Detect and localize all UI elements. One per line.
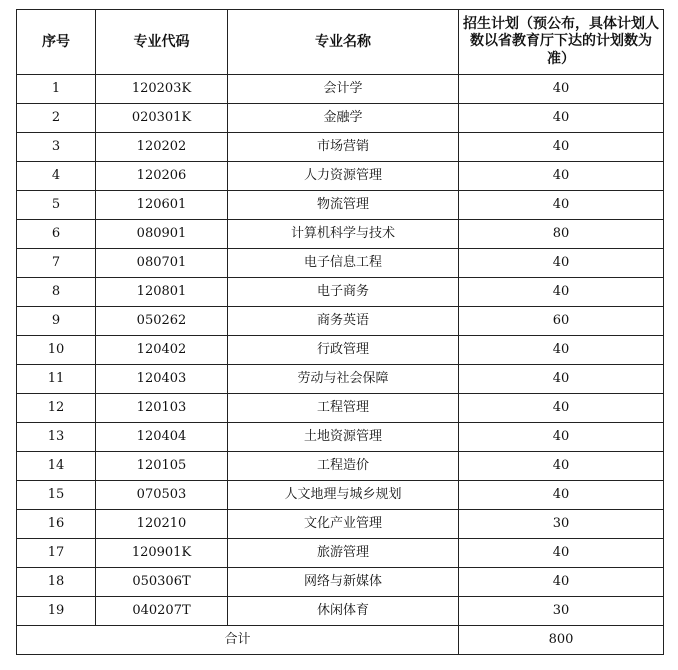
cell-plan: 60	[459, 307, 664, 336]
table-body	[17, 75, 664, 626]
cell-seq: 11	[17, 365, 96, 394]
cell-seq: 2	[17, 104, 96, 133]
table-row	[17, 104, 664, 133]
total-label: 合计	[17, 626, 459, 655]
cell-code: 050306T	[96, 568, 228, 597]
cell-code: 070503	[96, 481, 228, 510]
cell-plan: 40	[459, 539, 664, 568]
cell-name: 网络与新媒体	[228, 568, 459, 597]
cell-seq: 19	[17, 597, 96, 626]
cell-code: 120210	[96, 510, 228, 539]
cell-code: 050262	[96, 307, 228, 336]
table-row	[17, 452, 664, 481]
cell-name: 物流管理	[228, 191, 459, 220]
table-row	[17, 365, 664, 394]
cell-name: 金融学	[228, 104, 459, 133]
cell-plan: 40	[459, 75, 664, 104]
cell-seq: 18	[17, 568, 96, 597]
cell-code: 080701	[96, 249, 228, 278]
cell-name: 工程造价	[228, 452, 459, 481]
cell-name: 市场营销	[228, 133, 459, 162]
table-row	[17, 278, 664, 307]
cell-name: 人文地理与城乡规划	[228, 481, 459, 510]
cell-plan: 40	[459, 365, 664, 394]
cell-name: 劳动与社会保障	[228, 365, 459, 394]
cell-seq: 12	[17, 394, 96, 423]
cell-plan: 40	[459, 162, 664, 191]
header-code: 专业代码	[96, 10, 228, 75]
cell-name: 人力资源管理	[228, 162, 459, 191]
cell-code: 120105	[96, 452, 228, 481]
cell-code: 120202	[96, 133, 228, 162]
cell-plan: 40	[459, 423, 664, 452]
cell-seq: 7	[17, 249, 96, 278]
cell-code: 120404	[96, 423, 228, 452]
table-row	[17, 75, 664, 104]
cell-plan: 80	[459, 220, 664, 249]
header-row	[17, 10, 664, 75]
cell-seq: 8	[17, 278, 96, 307]
table-row	[17, 423, 664, 452]
cell-seq: 4	[17, 162, 96, 191]
cell-name: 电子信息工程	[228, 249, 459, 278]
cell-code: 120203K	[96, 75, 228, 104]
table-row	[17, 220, 664, 249]
header-name: 专业名称	[228, 10, 459, 75]
cell-plan: 40	[459, 481, 664, 510]
cell-name: 文化产业管理	[228, 510, 459, 539]
cell-seq: 3	[17, 133, 96, 162]
cell-code: 040207T	[96, 597, 228, 626]
table-row	[17, 249, 664, 278]
cell-plan: 40	[459, 249, 664, 278]
cell-name: 行政管理	[228, 336, 459, 365]
cell-code: 080901	[96, 220, 228, 249]
cell-name: 工程管理	[228, 394, 459, 423]
cell-name: 会计学	[228, 75, 459, 104]
total-value: 800	[459, 626, 664, 655]
table-row	[17, 336, 664, 365]
cell-code: 120103	[96, 394, 228, 423]
cell-code: 120206	[96, 162, 228, 191]
cell-plan: 40	[459, 191, 664, 220]
table-row	[17, 191, 664, 220]
table-row	[17, 162, 664, 191]
cell-seq: 13	[17, 423, 96, 452]
cell-seq: 15	[17, 481, 96, 510]
enrollment-plan-table	[16, 9, 664, 655]
cell-plan: 40	[459, 452, 664, 481]
cell-seq: 6	[17, 220, 96, 249]
cell-seq: 10	[17, 336, 96, 365]
cell-plan: 30	[459, 597, 664, 626]
cell-plan: 40	[459, 133, 664, 162]
cell-name: 土地资源管理	[228, 423, 459, 452]
cell-plan: 40	[459, 104, 664, 133]
cell-seq: 16	[17, 510, 96, 539]
cell-seq: 5	[17, 191, 96, 220]
cell-plan: 40	[459, 568, 664, 597]
header-plan: 招生计划（预公布，具体计划人数以省教育厅下达的计划数为准）	[459, 10, 664, 75]
cell-plan: 40	[459, 336, 664, 365]
table-row	[17, 597, 664, 626]
table-row	[17, 539, 664, 568]
cell-code: 120801	[96, 278, 228, 307]
cell-name: 休闲体育	[228, 597, 459, 626]
cell-code: 120403	[96, 365, 228, 394]
cell-seq: 1	[17, 75, 96, 104]
table-row	[17, 394, 664, 423]
cell-plan: 40	[459, 394, 664, 423]
cell-plan: 40	[459, 278, 664, 307]
cell-name: 商务英语	[228, 307, 459, 336]
total-row	[17, 626, 664, 655]
cell-name: 电子商务	[228, 278, 459, 307]
cell-name: 计算机科学与技术	[228, 220, 459, 249]
cell-code: 120402	[96, 336, 228, 365]
table-row	[17, 133, 664, 162]
table-footer	[17, 626, 664, 655]
table-row	[17, 307, 664, 336]
header-seq: 序号	[17, 10, 96, 75]
cell-seq: 17	[17, 539, 96, 568]
table-row	[17, 510, 664, 539]
cell-code: 120601	[96, 191, 228, 220]
table-header	[17, 10, 664, 75]
table-row	[17, 568, 664, 597]
cell-plan: 30	[459, 510, 664, 539]
cell-seq: 14	[17, 452, 96, 481]
cell-name: 旅游管理	[228, 539, 459, 568]
cell-seq: 9	[17, 307, 96, 336]
table-row	[17, 481, 664, 510]
cell-code: 020301K	[96, 104, 228, 133]
cell-code: 120901K	[96, 539, 228, 568]
